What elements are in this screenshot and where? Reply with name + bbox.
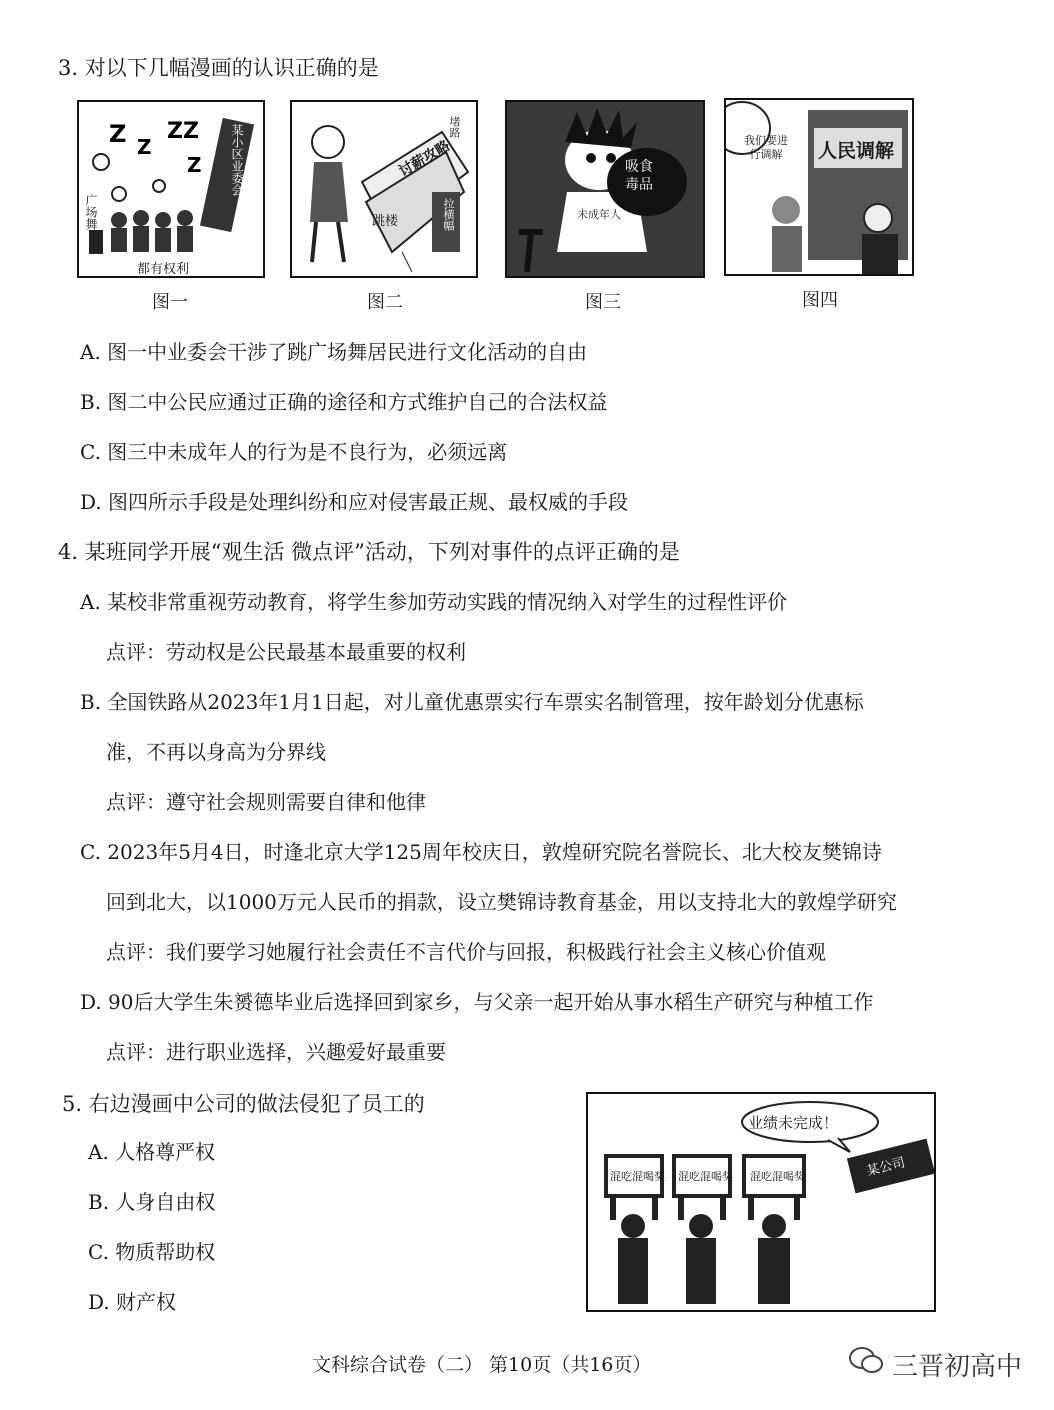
comic-3-label-drugs: 吸食毒品 [625, 159, 653, 193]
q3-option-d: D. 图四所示手段是处理纠纷和应对侵害最正规、最权威的手段 [80, 490, 629, 514]
q4-title: 4. 某班同学开展“观生活 微点评”活动，下列对事件的点评正确的是 [58, 540, 680, 564]
comic-4 [724, 98, 914, 276]
q4-option-b-line2: 准，不再以身高为分界线 [106, 740, 326, 764]
comic-4-bubble-text: 我们要进行调解 [744, 134, 788, 161]
q4-option-d: D. 90后大学生朱赟德毕业后选择回到家乡，与父亲一起开始从事水稻生产研究与种植工作 [80, 990, 874, 1014]
comic-1-caption: 图一 [152, 292, 188, 313]
svg-text:Z: Z [137, 135, 152, 159]
comic-3 [505, 100, 705, 278]
q4-option-a-comment: 点评：劳动权是公民最基本最重要的权利 [106, 640, 466, 664]
comic-1 [77, 100, 265, 278]
comic-2-label-jump: 跳楼 [372, 214, 399, 229]
comic-4-sign-text: 人民调解 [818, 140, 895, 162]
comic-2 [290, 100, 478, 278]
q5-comic-sign-1: 混吃混喝奖 [610, 1170, 665, 1183]
q4-option-c-line2: 回到北大，以1000万元人民币的捐款，设立樊锦诗教育基金，用以支持北大的敦煌学研究 [106, 890, 897, 914]
comic-4-caption: 图四 [802, 290, 838, 311]
q5-comic-bubble: 业绩未完成！ [748, 1114, 839, 1132]
watermark-text: 三晋初高中 [892, 1352, 1023, 1382]
comic-3-drawing [507, 102, 703, 276]
comic-1-label-dance: 广场舞 [84, 194, 98, 230]
comic-2-label-block: 堵路 [448, 116, 461, 138]
q5-comic-company: 某公司 [865, 1155, 907, 1180]
q3-option-c: C. 图三中未成年人的行为是不良行为，必须远离 [80, 440, 508, 464]
q4-option-b-comment: 点评：遵守社会规则需要自律和他律 [106, 790, 426, 814]
q5-title: 5. 右边漫画中公司的做法侵犯了员工的 [62, 1092, 425, 1116]
comic-3-label-minor: 未成年人 [577, 208, 621, 221]
q5-option-a: A. 人格尊严权 [88, 1140, 216, 1164]
comic-3-caption: 图三 [585, 292, 621, 313]
svg-text:Z: Z [109, 120, 127, 148]
q3-title: 3. 对以下几幅漫画的认识正确的是 [58, 56, 379, 80]
comic-2-label-banner: 拉横幅 [442, 198, 455, 231]
q4-option-c-comment: 点评：我们要学习她履行社会责任不言代价与回报，积极践行社会主义核心价值观 [106, 940, 826, 964]
comic-1-label-committee: 某小区业委会 [230, 124, 244, 196]
q4-option-d-comment: 点评：进行职业选择，兴趣爱好最重要 [106, 1040, 446, 1064]
comic-2-caption: 图二 [367, 292, 403, 313]
q4-option-b: B. 全国铁路从2023年1月1日起，对儿童优惠票实行车票实名制管理，按年龄划分优惠标 [80, 690, 864, 714]
wechat-icon [848, 1346, 884, 1380]
q3-option-b: B. 图二中公民应通过正确的途径和方式维护自己的合法权益 [80, 390, 608, 414]
q5-comic [586, 1092, 936, 1312]
q4-option-c: C. 2023年5月4日，时逢北京大学125周年校庆日，敦煌研究院名誉院长、北大校友樊锦诗 [80, 840, 882, 864]
q5-option-c: C. 物质帮助权 [88, 1240, 216, 1264]
svg-text:ZZ: ZZ [167, 119, 199, 144]
page-footer: 文科综合试卷（二） 第10页（共16页） [312, 1354, 652, 1376]
q4-option-a: A. 某校非常重视劳动教育，将学生参加劳动实践的情况纳入对学生的过程性评价 [80, 590, 788, 614]
q3-option-a: A. 图一中业委会干涉了跳广场舞居民进行文化活动的自由 [80, 340, 588, 364]
comic-1-label-rights: 都有权利 [137, 262, 190, 277]
q5-comic-sign-3: 混吃混喝奖 [750, 1170, 805, 1183]
q5-comic-sign-2: 混吃混喝奖 [678, 1170, 733, 1183]
q5-option-b: B. 人身自由权 [88, 1190, 216, 1214]
svg-text:Z: Z [187, 153, 202, 177]
q5-option-d: D. 财产权 [88, 1290, 177, 1314]
comic-4-drawing [726, 100, 912, 274]
comic-2-label-book: 讨薪攻略 [396, 137, 453, 180]
